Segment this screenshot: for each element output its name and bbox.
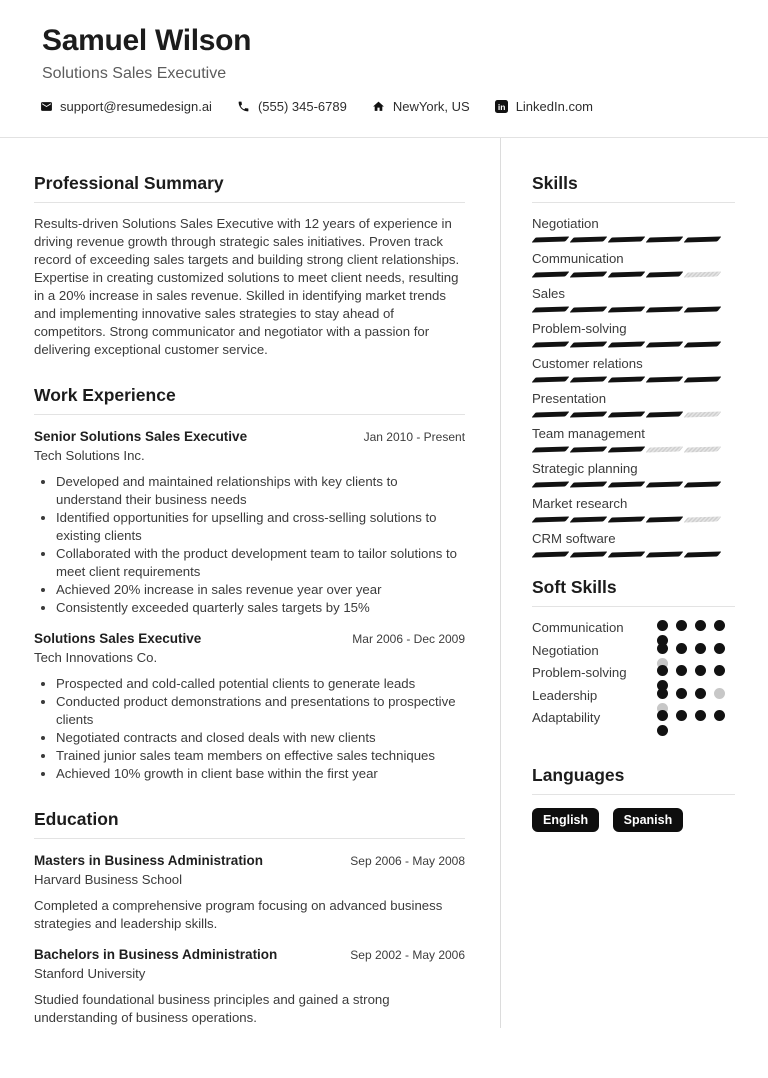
level-filled xyxy=(695,643,706,654)
skill-label: CRM software xyxy=(532,531,616,546)
level-filled xyxy=(608,341,646,347)
resume-header xyxy=(0,0,768,114)
level-filled xyxy=(676,710,687,721)
education-dates: Sep 2002 - May 2006 xyxy=(350,948,466,962)
level-filled xyxy=(695,710,706,721)
level-filled xyxy=(684,481,722,487)
level-filled xyxy=(646,481,684,487)
level-filled xyxy=(570,516,608,522)
languages-heading: Languages xyxy=(532,766,735,795)
level-empty xyxy=(714,688,725,699)
content-columns xyxy=(0,138,768,1028)
bullet-item: • Consistently exceeded quarterly sales targets by 15% xyxy=(56,599,465,617)
soft-skill-item xyxy=(532,665,735,688)
job-entry xyxy=(34,631,465,783)
home-icon xyxy=(372,100,386,114)
level-filled xyxy=(608,446,646,452)
level-filled xyxy=(608,306,646,312)
level-filled xyxy=(714,665,725,676)
soft-skill-item xyxy=(532,620,735,643)
summary-text: Results-driven Solutions Sales Executive with 12 years of experience in driving revenue growth through strategic sales initiatives. Proven track record of exceeding sales targets and building strong client relationships. Expertise in creating customized solutions to meet client needs, resulting in a 20% increase in sales revenue. Skilled in identifying market trends and implementing innovative sales strategies to stay ahead of competitors. Strong communicator and negotiator with a passion for delivering exceptional customer service. xyxy=(34,216,460,357)
level-filled xyxy=(570,306,608,312)
experience-section xyxy=(34,386,465,783)
skills-heading: Skills xyxy=(532,174,735,203)
school-name: Stanford University xyxy=(34,966,146,981)
level-filled xyxy=(676,620,687,631)
skill-level-bar xyxy=(532,552,735,557)
job-dates: Mar 2006 - Dec 2009 xyxy=(352,632,466,646)
summary-section xyxy=(34,174,465,359)
skills-section xyxy=(532,174,735,557)
level-filled xyxy=(532,306,570,312)
bullet-item: • Negotiated contracts and closed deals with new clients xyxy=(56,729,465,747)
contact-item xyxy=(39,99,212,114)
skill-level-bar xyxy=(532,272,735,277)
main-column xyxy=(0,138,465,1028)
contact-item xyxy=(495,99,593,114)
level-filled xyxy=(532,411,570,417)
linkedin-icon: in xyxy=(495,100,509,114)
language-badge: Spanish xyxy=(613,808,684,832)
contact-text: LinkedIn.com xyxy=(515,99,594,114)
soft-skill-label: Problem-solving xyxy=(532,665,627,680)
education-section xyxy=(34,810,465,1027)
education-entry xyxy=(34,947,465,1027)
level-filled xyxy=(684,306,722,312)
level-filled xyxy=(646,341,684,347)
level-filled xyxy=(608,516,646,522)
contact-text: (555) 345-6789 xyxy=(257,99,347,114)
education-description: Studied foundational business principles and gained a strong understanding of business operations. xyxy=(34,992,390,1025)
skill-item xyxy=(532,391,735,417)
level-filled xyxy=(676,643,687,654)
contact-item xyxy=(237,99,347,114)
level-filled xyxy=(695,620,706,631)
level-filled xyxy=(657,643,668,654)
level-filled xyxy=(714,620,725,631)
bullet-item: • Developed and maintained relationships with key clients to understand their business needs xyxy=(56,473,465,509)
bullet-item: • Trained junior sales team members on effective sales techniques xyxy=(56,747,465,765)
level-filled xyxy=(657,688,668,699)
level-filled xyxy=(570,446,608,452)
level-filled xyxy=(646,551,684,557)
level-filled xyxy=(570,236,608,242)
level-filled xyxy=(714,643,725,654)
candidate-name: Samuel Wilson xyxy=(42,24,252,57)
level-filled xyxy=(684,376,722,382)
bullet-item: • Achieved 10% growth in client base within the first year xyxy=(56,765,465,783)
level-filled xyxy=(608,376,646,382)
skill-item xyxy=(532,531,735,557)
skill-item xyxy=(532,426,735,452)
skill-level-bar xyxy=(532,307,735,312)
level-filled xyxy=(532,376,570,382)
school-name: Harvard Business School xyxy=(34,872,183,887)
skill-level-bar xyxy=(532,482,735,487)
level-filled xyxy=(532,271,570,277)
bullet-item: • Collaborated with the product development team to tailor solutions to meet client requirements xyxy=(56,545,465,581)
phone-icon xyxy=(237,100,251,114)
soft-skills-heading: Soft Skills xyxy=(532,578,735,607)
skill-label: Strategic planning xyxy=(532,461,638,476)
soft-skill-dots xyxy=(657,710,735,736)
soft-skill-item xyxy=(532,710,735,733)
level-filled xyxy=(532,551,570,557)
level-filled xyxy=(646,376,684,382)
job-bullet-list xyxy=(34,675,465,783)
skill-level-bar xyxy=(532,377,735,382)
skill-label: Problem-solving xyxy=(532,321,627,336)
level-filled xyxy=(695,665,706,676)
job-bullet-list xyxy=(34,473,465,617)
education-header xyxy=(34,947,465,962)
soft-skill-item xyxy=(532,643,735,666)
skill-label: Customer relations xyxy=(532,356,643,371)
level-filled xyxy=(695,688,706,699)
level-filled xyxy=(608,411,646,417)
skill-level-bar xyxy=(532,447,735,452)
level-empty xyxy=(684,446,722,452)
education-heading: Education xyxy=(34,810,465,839)
level-filled xyxy=(608,551,646,557)
skill-item xyxy=(532,496,735,522)
soft-skills-list xyxy=(532,620,735,745)
level-filled xyxy=(532,481,570,487)
skill-item xyxy=(532,356,735,382)
level-filled xyxy=(684,341,722,347)
skill-level-bar xyxy=(532,237,735,242)
contact-text: NewYork, US xyxy=(392,99,470,114)
language-badge: English xyxy=(532,808,599,832)
education-description: Completed a comprehensive program focusing on advanced business strategies and leadership skills. xyxy=(34,898,443,931)
level-filled xyxy=(646,411,684,417)
skill-label: Sales xyxy=(532,286,565,301)
bullet-item: • Conducted product demonstrations and presentations to prospective clients xyxy=(56,693,465,729)
level-filled xyxy=(676,688,687,699)
candidate-title: Solutions Sales Executive xyxy=(42,65,227,82)
soft-skill-label: Adaptability xyxy=(532,710,601,725)
skill-item xyxy=(532,251,735,277)
languages-list xyxy=(532,808,735,832)
soft-skill-label: Leadership xyxy=(532,687,598,703)
level-filled xyxy=(714,710,725,721)
skill-level-bar xyxy=(532,412,735,417)
level-filled xyxy=(532,516,570,522)
skill-label: Negotiation xyxy=(532,216,599,231)
level-empty xyxy=(684,516,722,522)
level-empty xyxy=(684,411,722,417)
education-header xyxy=(34,853,465,868)
job-header xyxy=(34,429,465,444)
job-header xyxy=(34,631,465,646)
contact-item xyxy=(372,99,470,114)
skill-item xyxy=(532,286,735,312)
level-filled xyxy=(570,551,608,557)
skill-item xyxy=(532,461,735,487)
level-filled xyxy=(684,551,722,557)
soft-skills-section xyxy=(532,578,735,745)
skill-label: Presentation xyxy=(532,391,607,406)
bullet-item: • Identified opportunities for upselling and cross-selling solutions to existing clients xyxy=(56,509,465,545)
level-filled xyxy=(570,341,608,347)
skill-label: Market research xyxy=(532,496,628,511)
level-filled xyxy=(657,710,668,721)
level-filled xyxy=(646,271,684,277)
education-entry xyxy=(34,853,465,933)
email-icon xyxy=(39,100,53,114)
job-title: Solutions Sales Executive xyxy=(34,631,202,646)
level-filled xyxy=(657,665,668,676)
level-filled xyxy=(657,725,668,736)
education-dates: Sep 2006 - May 2008 xyxy=(350,854,466,868)
level-filled xyxy=(608,271,646,277)
contact-row xyxy=(39,99,726,114)
soft-skill-label: Negotiation xyxy=(532,642,599,658)
level-filled xyxy=(646,236,684,242)
level-filled xyxy=(570,481,608,487)
sidebar-column xyxy=(501,138,768,1028)
level-filled xyxy=(570,376,608,382)
skill-label: Team management xyxy=(532,426,645,441)
level-filled xyxy=(532,446,570,452)
bullet-item: • Achieved 20% increase in sales revenue year over year xyxy=(56,581,465,599)
summary-heading: Professional Summary xyxy=(34,174,465,203)
contact-text: support@resumedesign.ai xyxy=(60,99,212,114)
bullet-item: • Prospected and cold-called potential clients to generate leads xyxy=(56,675,465,693)
level-filled xyxy=(676,665,687,676)
level-filled xyxy=(532,236,570,242)
skill-label: Communication xyxy=(532,251,624,266)
level-filled xyxy=(570,271,608,277)
experience-heading: Work Experience xyxy=(34,386,465,415)
skill-level-bar xyxy=(532,342,735,347)
level-filled xyxy=(646,306,684,312)
skill-item xyxy=(532,321,735,347)
job-dates: Jan 2010 - Present xyxy=(363,430,466,444)
job-company: Tech Solutions Inc. xyxy=(34,448,145,463)
level-filled xyxy=(570,411,608,417)
soft-skill-item xyxy=(532,688,735,711)
skill-level-bar xyxy=(532,517,735,522)
job-entry xyxy=(34,429,465,617)
skill-item xyxy=(532,216,735,242)
level-empty xyxy=(684,271,722,277)
level-filled xyxy=(608,481,646,487)
languages-section xyxy=(532,766,735,832)
level-filled xyxy=(608,236,646,242)
level-filled xyxy=(657,620,668,631)
level-empty xyxy=(646,446,684,452)
job-company: Tech Innovations Co. xyxy=(34,650,158,665)
skills-list xyxy=(532,216,735,557)
job-title: Senior Solutions Sales Executive xyxy=(34,429,248,444)
level-filled xyxy=(646,516,684,522)
degree-title: Bachelors in Business Administration xyxy=(34,947,278,962)
level-filled xyxy=(684,236,722,242)
level-filled xyxy=(532,341,570,347)
soft-skill-label: Communication xyxy=(532,620,624,635)
degree-title: Masters in Business Administration xyxy=(34,853,264,868)
